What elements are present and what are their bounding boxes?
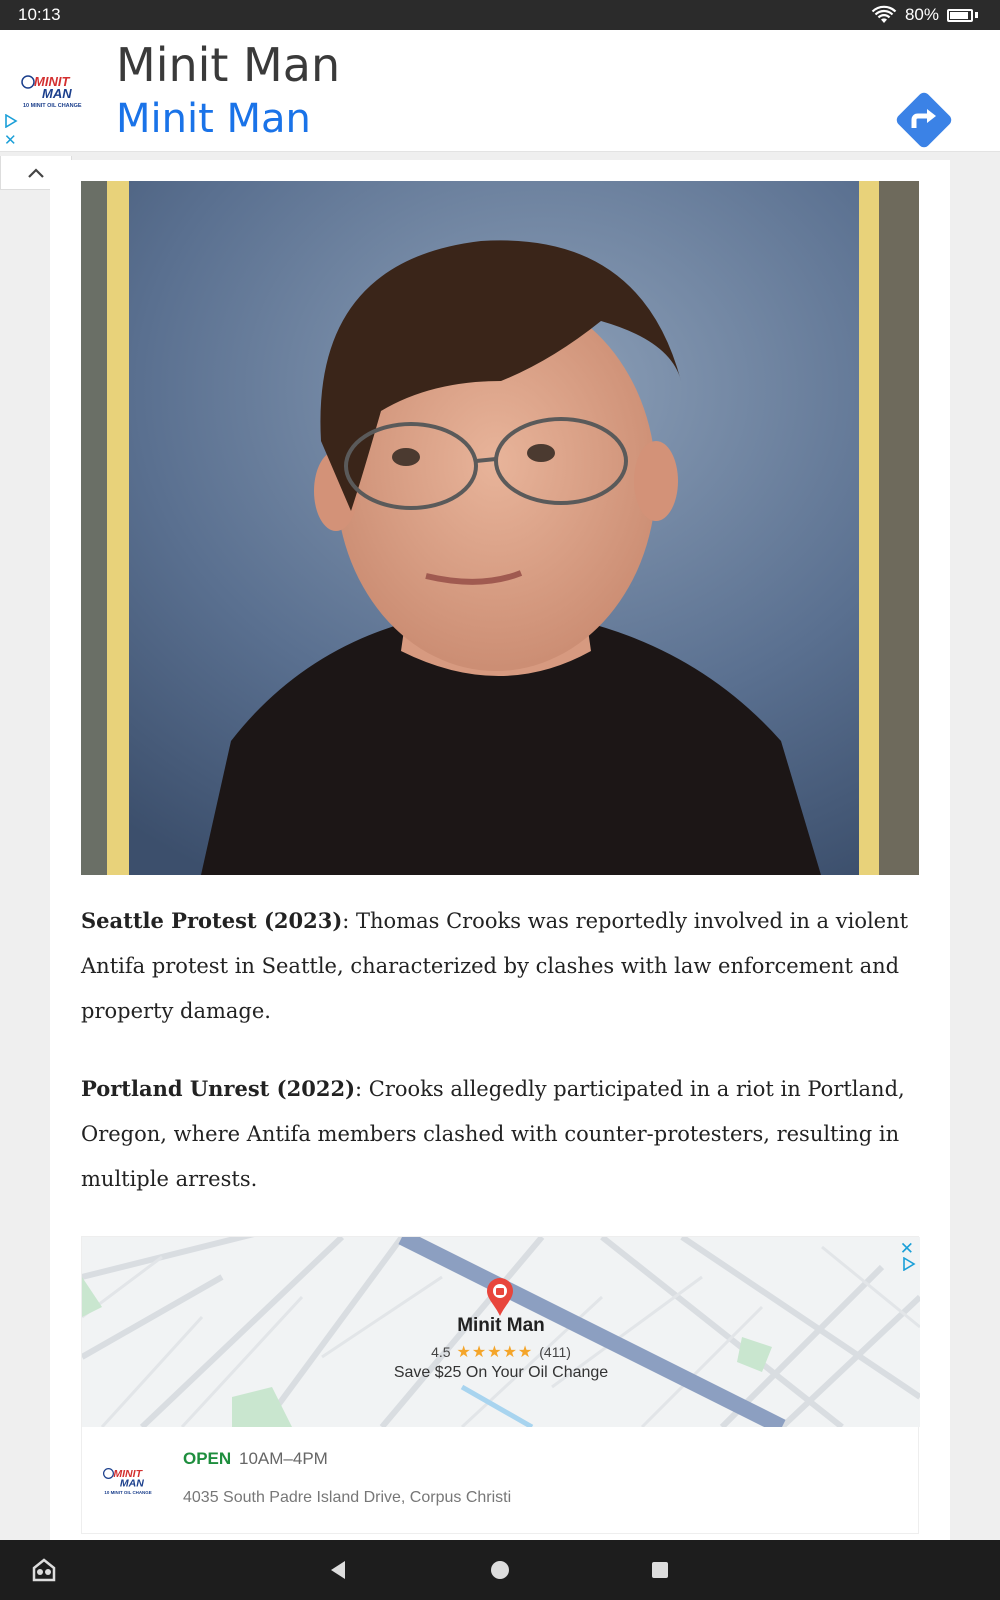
- battery-tip: [975, 12, 978, 18]
- navigation-bar: [0, 1540, 1000, 1600]
- business-hours: 10AM–4PM: [239, 1449, 328, 1468]
- svg-text:10 MINIT OIL CHANGE: 10 MINIT OIL CHANGE: [104, 1489, 152, 1495]
- back-button[interactable]: [322, 1554, 354, 1586]
- map-business-name: Minit Man: [457, 1315, 545, 1336]
- ad-choices-icon[interactable]: [902, 1257, 916, 1271]
- portrait-photo: [81, 181, 919, 875]
- close-icon[interactable]: ✕: [899, 1239, 914, 1258]
- battery-icon: [947, 9, 973, 22]
- minit-man-logo: [20, 70, 94, 110]
- ad-choices-icon[interactable]: [4, 114, 18, 128]
- status-right: [871, 5, 978, 25]
- ad-subtitle[interactable]: Minit Man: [116, 96, 311, 142]
- rating-value: 4.5: [431, 1344, 451, 1360]
- business-address[interactable]: 4035 South Padre Island Drive, Corpus Christi: [183, 1489, 512, 1506]
- paragraph-text: : Crooks allegedly participated in a riot in Portland, Oregon, where Antifa members clashed with counter-protesters, resulting in multiple arrests.: [81, 1077, 905, 1191]
- paragraph-text: : Thomas Crooks was reportedly involved in a violent Antifa protest in Seattle, characterized by clashes with law enforcement and property damage.: [81, 909, 909, 1023]
- close-icon[interactable]: ✕: [4, 132, 17, 149]
- map-pin-icon[interactable]: [485, 1277, 515, 1317]
- review-count: (411): [539, 1344, 571, 1360]
- battery-percent: 80%: [904, 5, 939, 24]
- home-button[interactable]: [484, 1554, 516, 1586]
- ad-title[interactable]: Minit Man: [116, 38, 341, 92]
- article-paragraph: [81, 1066, 921, 1202]
- map-view[interactable]: [82, 1237, 920, 1427]
- svg-text:MAN: MAN: [119, 1477, 144, 1490]
- star-rating-icon: ★★★★★: [456, 1344, 534, 1361]
- status-time: 10:13: [18, 5, 61, 24]
- home-icon: [489, 1559, 511, 1581]
- svg-text:MINIT: MINIT: [113, 1467, 143, 1480]
- assistant-icon: [30, 1556, 58, 1584]
- svg-text:MAN: MAN: [42, 86, 72, 101]
- directions-icon[interactable]: [894, 90, 954, 150]
- paragraph-heading: Portland Unrest (2022): [81, 1076, 356, 1101]
- back-icon: [327, 1559, 349, 1581]
- open-status: OPEN: [183, 1449, 232, 1468]
- article-paragraph: [81, 898, 921, 1034]
- assistant-button[interactable]: [28, 1554, 60, 1586]
- recents-button[interactable]: [644, 1554, 676, 1586]
- recents-icon: [649, 1559, 671, 1581]
- minit-man-logo: [102, 1463, 162, 1497]
- chevron-up-icon: [26, 166, 46, 180]
- status-bar: [0, 0, 1000, 30]
- rating-row: [82, 1342, 920, 1362]
- paragraph-heading: Seattle Protest (2023): [81, 908, 343, 933]
- svg-text:10 MINIT OIL CHANGE: 10 MINIT OIL CHANGE: [23, 103, 82, 109]
- promo-text: Save $25 On Your Oil Change: [393, 1364, 609, 1381]
- map-ad[interactable]: [81, 1236, 919, 1534]
- top-ad-banner[interactable]: [0, 30, 1000, 152]
- svg-text:MINIT: MINIT: [34, 74, 70, 89]
- wifi-icon: [871, 5, 897, 25]
